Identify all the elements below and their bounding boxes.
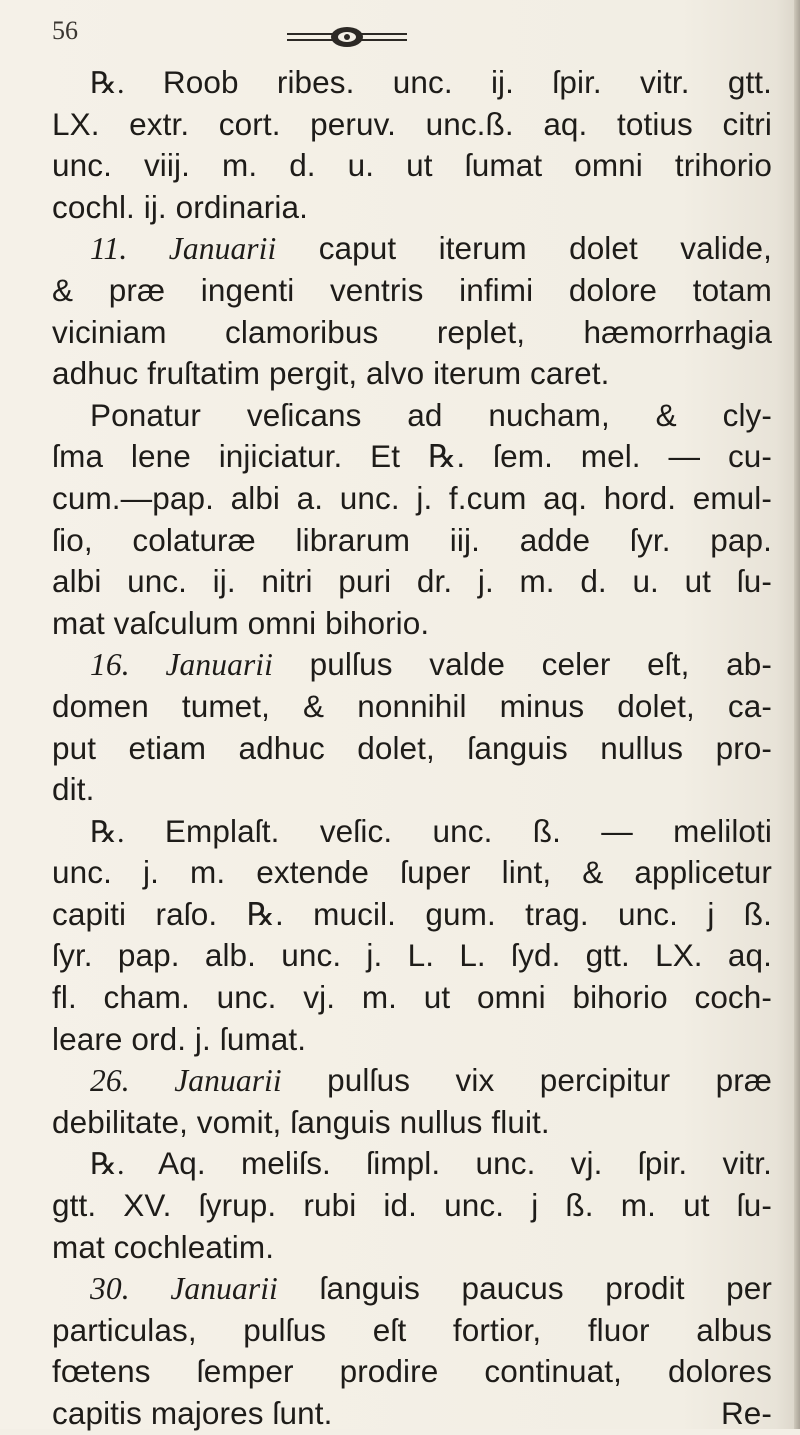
- line-text: ſma lene injiciatur. Et ℞. ſem. mel. — cu-: [52, 438, 772, 475]
- text-line: [52, 1185, 772, 1227]
- text-line: [52, 1060, 772, 1102]
- line-text: pulſus vix percipitur præ: [281, 1062, 772, 1099]
- entry-month: Januarii: [129, 1063, 282, 1099]
- text-line: [52, 644, 772, 686]
- recipe-symbol: ℞.: [90, 67, 125, 100]
- entry-date-number: 30.: [90, 1271, 130, 1307]
- line-text: adhuc fruſtatim pergit, alvo iterum caret.: [52, 355, 610, 392]
- text-line: [52, 145, 772, 187]
- line-text: dit.: [52, 771, 95, 808]
- text-line: [52, 811, 772, 853]
- line-text: mat cochleatim.: [52, 1228, 275, 1265]
- entry-month: Januarii: [127, 231, 277, 267]
- text-line: [52, 187, 772, 229]
- text-line: [52, 728, 772, 770]
- line-text: LX. extr. cort. peruv. unc.ß. aq. totius citri: [52, 105, 772, 142]
- line-text: capiti raſo. ℞. mucil. gum. trag. unc. j ß.: [52, 895, 772, 932]
- line-text: unc. viij. m. d. u. ut ſumat omni trihorio: [52, 147, 772, 184]
- line-text: leare ord. j. ſumat.: [52, 1020, 307, 1057]
- line-text: mat vaſculum omni bihorio.: [52, 604, 430, 641]
- text-line: [52, 436, 772, 478]
- entry-date-number: 16.: [90, 647, 130, 683]
- entry-month: Januarii: [129, 647, 274, 683]
- recipe-symbol: ℞.: [90, 815, 125, 849]
- line-text: gtt. XV. ſyrup. rubi id. unc. j ß. m. ut ſu-: [52, 1187, 772, 1224]
- line-text: fœtens ſemper prodire continuat, dolores: [52, 1353, 772, 1390]
- recipe-symbol: ℞.: [90, 1148, 125, 1182]
- text-line: [52, 561, 772, 603]
- text-line: [52, 935, 772, 977]
- line-text: caput iterum dolet valide,: [276, 230, 772, 267]
- line-text: domen tumet, & nonnihil minus dolet, ca-: [52, 687, 772, 724]
- page-number: 56: [52, 16, 78, 45]
- line-text: Ponatur veſicans ad nucham, & cly-: [90, 396, 772, 433]
- text-line: [52, 1393, 772, 1435]
- text-line: [52, 478, 772, 520]
- text-line: [52, 1102, 772, 1144]
- text-line: [52, 603, 772, 645]
- entry-date-number: 26.: [90, 1063, 130, 1099]
- text-line: [52, 228, 772, 270]
- text-line: [52, 686, 772, 728]
- line-text: cum.—pap. albi a. unc. j. f.cum aq. hord. emul-: [52, 479, 772, 516]
- text-line: [52, 62, 772, 104]
- text-line: [52, 353, 772, 395]
- line-text: particulas, pulſus eſt fortior, fluor albus: [52, 1311, 772, 1348]
- text-line: [52, 104, 772, 146]
- line-text: put etiam adhuc dolet, ſanguis nullus pro-: [52, 729, 772, 766]
- text-line: [52, 270, 772, 312]
- body-text: [52, 62, 772, 1435]
- entry-date-number: 11.: [90, 231, 128, 267]
- text-line: [52, 977, 772, 1019]
- line-text: unc. j. m. extende ſuper lint, & applicetur: [52, 854, 772, 891]
- line-text: Emplaſt. veſic. unc. ß. — meliloti: [124, 812, 772, 849]
- line-text: cochl. ij. ordinaria.: [52, 188, 308, 225]
- line-text: fl. cham. unc. vj. m. ut omni bihorio coch-: [52, 979, 772, 1016]
- line-text: capitis majores ſunt.: [52, 1395, 333, 1431]
- text-line: [52, 520, 772, 562]
- line-text: ſyr. pap. alb. unc. j. L. L. ſyd. gtt. LX. aq.: [52, 937, 772, 974]
- text-line: [52, 395, 772, 437]
- page-header: [52, 14, 572, 62]
- text-line: [52, 312, 772, 354]
- line-text: & præ ingenti ventris infimi dolore totam: [52, 271, 772, 308]
- catchword: Re-: [720, 1395, 772, 1431]
- text-line: [52, 852, 772, 894]
- line-text: pulſus valde celer eſt, ab-: [273, 646, 772, 683]
- text-line: [52, 1019, 772, 1061]
- line-text: debilitate, vomit, ſanguis nullus fluit.: [52, 1103, 550, 1140]
- line-text: viciniam clamoribus replet, hæmorrhagia: [52, 313, 772, 350]
- text-line: [52, 1227, 772, 1269]
- line-text: ſio, colaturæ librarum iij. adde ſyr. pap.: [52, 521, 772, 558]
- text-line: [52, 769, 772, 811]
- line-text: Aq. meliſs. ſimpl. unc. vj. ſpir. vitr.: [124, 1145, 772, 1182]
- text-line: [52, 894, 772, 936]
- text-line: [52, 1268, 772, 1310]
- page-edge-shadow: [794, 0, 800, 1429]
- entry-month: Januarii: [129, 1271, 278, 1307]
- text-line: [52, 1310, 772, 1352]
- text-line: [52, 1351, 772, 1393]
- text-line: [52, 1143, 772, 1185]
- line-text: ſanguis paucus prodit per: [277, 1270, 772, 1307]
- line-text: albi unc. ij. nitri puri dr. j. m. d. u. ut ſu-: [52, 563, 772, 600]
- ornament-icon: [287, 22, 407, 52]
- line-text: Roob ribes. unc. ij. ſpir. vitr. gtt.: [124, 64, 772, 100]
